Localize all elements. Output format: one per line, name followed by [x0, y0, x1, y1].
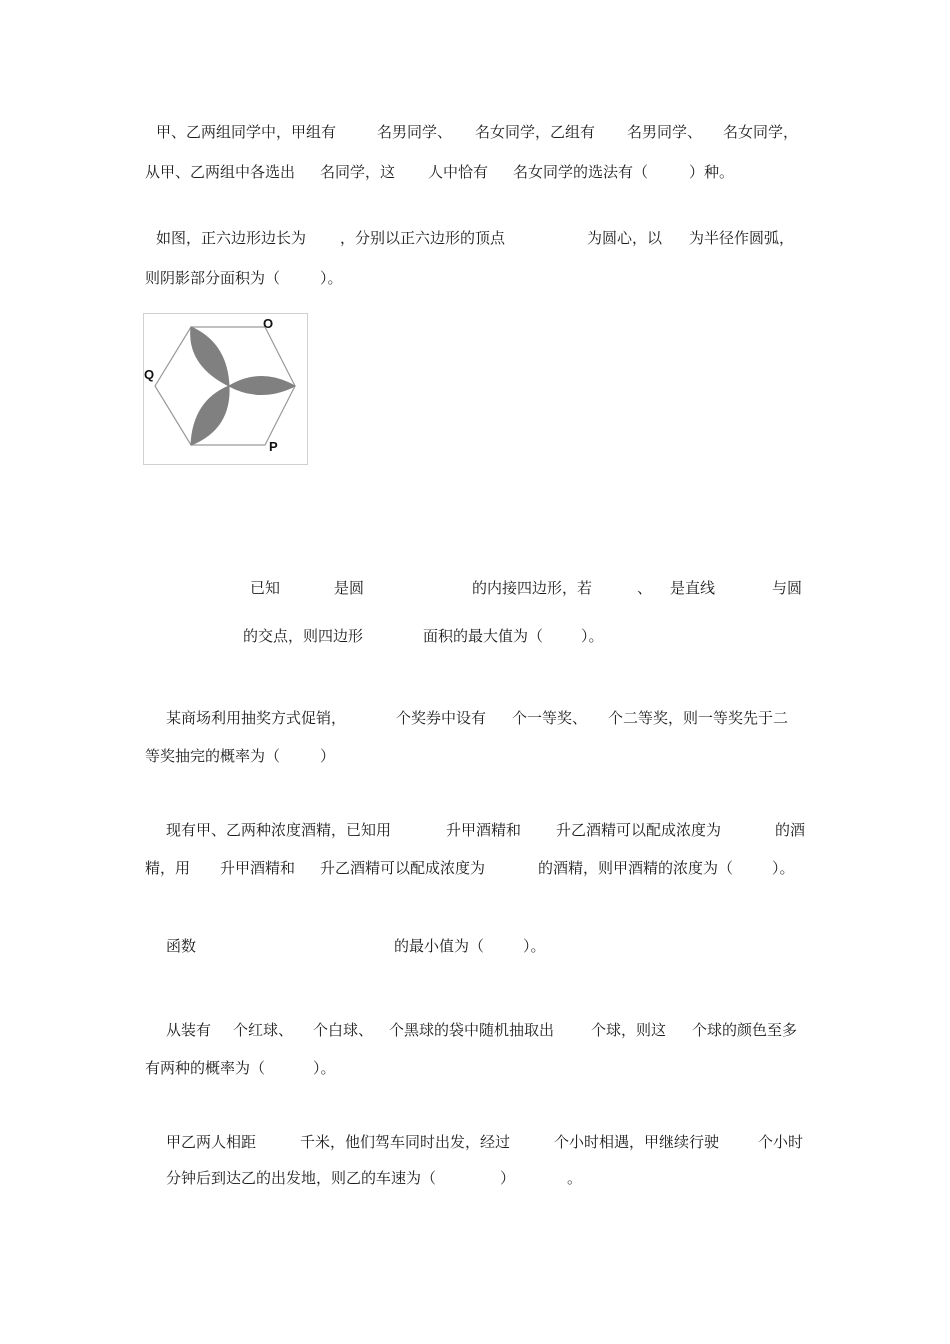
q4-text: 某商场利用抽奖方式促销，	[166, 709, 347, 727]
hexagon-figure	[143, 313, 308, 465]
q1-text: 人中恰有	[428, 163, 489, 181]
q7-text: 个红球、	[233, 1021, 294, 1039]
q7-text: ）。	[313, 1059, 336, 1077]
label-q: Q	[144, 367, 155, 382]
label-o: O	[263, 316, 274, 331]
q4-text: 个一等奖、	[512, 709, 588, 727]
q1-text: 名男同学、	[627, 123, 703, 141]
q2-text: 为半径作圆弧，	[689, 229, 795, 247]
q8-text: 千米，他们驾车同时出发，经过	[300, 1133, 511, 1151]
q2-text: 则阴影部分面积为（	[145, 269, 281, 287]
q5-text: 升乙酒精可以配成浓度为	[320, 859, 486, 877]
q5-text: 精，用	[145, 859, 191, 877]
q4-text: 个奖券中设有	[396, 709, 487, 727]
q5-text: 的酒	[775, 821, 806, 839]
q7-text: 个球，则这	[591, 1021, 667, 1039]
q3-text: ）。	[581, 627, 604, 645]
q7-text: 个黑球的袋中随机抽取出	[389, 1021, 555, 1039]
q3-text: 、	[637, 579, 653, 597]
q4-text: ）	[320, 747, 336, 765]
q7-text: 有两种的概率为（	[145, 1059, 266, 1077]
q1-text: 名女同学，乙组有	[475, 123, 596, 141]
q5-text: 升乙酒精可以配成浓度为	[556, 821, 722, 839]
q8-text: ）	[500, 1169, 516, 1187]
q7-text: 个球的颜色至多	[692, 1021, 798, 1039]
q5-text: ）。	[772, 859, 795, 877]
q2-text: ）。	[320, 269, 343, 287]
q1-text: 甲、乙两组同学中，甲组有	[156, 123, 337, 141]
q5-text: 现有甲、乙两种浓度酒精，已知用	[166, 821, 392, 839]
q3-text: 是圆	[334, 579, 365, 597]
q7-text: 个白球、	[313, 1021, 374, 1039]
q1-text: ）种。	[689, 163, 735, 181]
q3-text: 的交点，则四边形	[243, 627, 364, 645]
q2-text: 如图，正六边形边长为	[156, 229, 307, 247]
q8-text: 个小时相遇，甲继续行驶	[554, 1133, 720, 1151]
label-p: P	[269, 439, 278, 454]
q5-text: 升甲酒精和	[220, 859, 296, 877]
q1-text: 名女同学的选法有（	[513, 163, 649, 181]
q1-text: 从甲、乙两组中各选出	[145, 163, 296, 181]
q1-text: 名同学，这	[320, 163, 396, 181]
q1-text: 名女同学，	[723, 123, 799, 141]
q8-text: 。	[567, 1169, 583, 1187]
q3-text: 的内接四边形，若	[472, 579, 593, 597]
q3-text: 已知	[250, 579, 281, 597]
q3-text: 面积的最大值为（	[423, 627, 544, 645]
q7-text: 从装有	[166, 1021, 212, 1039]
q3-text: 与圆	[772, 579, 803, 597]
hexagon-petals-diagram	[143, 313, 308, 465]
q8-text: 甲乙两人相距	[166, 1133, 257, 1151]
q6-text: 函数	[166, 937, 197, 955]
q6-text: ）。	[523, 937, 546, 955]
q5-text: 的酒精，则甲酒精的浓度为（	[538, 859, 734, 877]
q1-text: 名男同学、	[377, 123, 453, 141]
q8-text: 分钟后到达乙的出发地，则乙的车速为（	[166, 1169, 437, 1187]
q3-text: 是直线	[670, 579, 716, 597]
q2-text: ，分别以正六边形的顶点	[340, 229, 506, 247]
q5-text: 升甲酒精和	[446, 821, 522, 839]
q8-text: 个小时	[758, 1133, 804, 1151]
q6-text: 的最小值为（	[394, 937, 485, 955]
q4-text: 等奖抽完的概率为（	[145, 747, 281, 765]
q4-text: 个二等奖，则一等奖先于二	[608, 709, 789, 727]
q2-text: 为圆心，以	[587, 229, 663, 247]
